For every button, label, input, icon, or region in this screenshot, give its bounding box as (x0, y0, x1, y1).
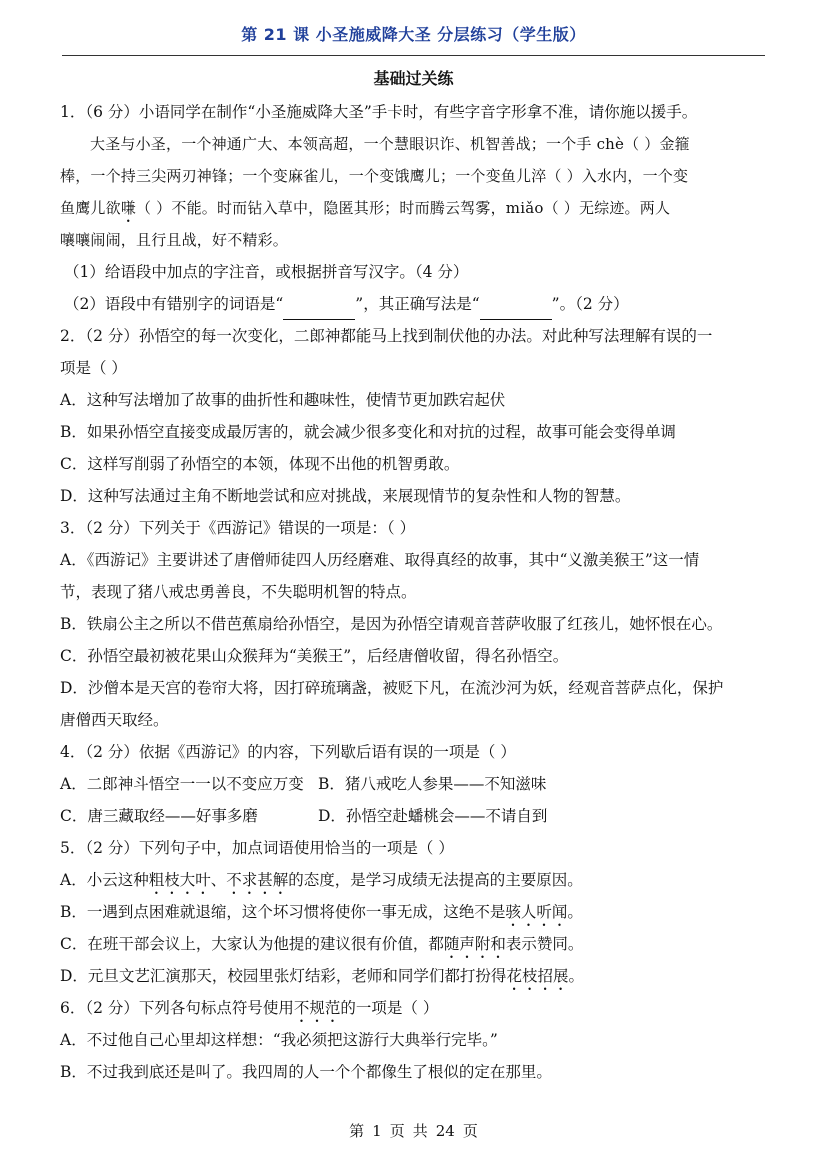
q6-stem-text: 的一项是（ ） (340, 999, 439, 1017)
q5-b-dotted: 骇人听闻 (505, 903, 568, 921)
q6-option-a[interactable]: A．不过他自己心里却这样想：“我必须把这游行大典举行完毕。” (60, 1031, 498, 1049)
q5-d-text: 。 (568, 967, 584, 985)
q3-option-d[interactable]: D．沙僧本是天宫的卷帘大将，因打碎琉璃盏，被贬下凡，在流沙河为妖，经观音菩萨点化，保护 (60, 679, 724, 697)
q5-d-dotted: 花枝招展 (506, 967, 569, 985)
q5-option-b[interactable] (60, 896, 767, 928)
q1-passage-text: 鱼鹰儿欲 (60, 199, 121, 217)
question-5-stem: 5．（2 分）下列句子中，加点词语使用恰当的一项是（ ） (60, 839, 454, 857)
q3-option-b[interactable]: B．铁扇公主之所以不借芭蕉扇给孙悟空，是因为孙悟空请观音菩萨收服了红孩儿，她怀恨在心。 (60, 615, 723, 633)
footer-page-unit: 页 (389, 1122, 405, 1140)
q4-options-row (60, 800, 767, 832)
q4-option-a[interactable]: A．二郎神斗悟空一一以不变应万变 (60, 775, 304, 793)
q1-sub2-text: ”，其正确写法是“ (355, 295, 480, 313)
q4-option-d[interactable]: D．孙悟空赴蟠桃会——不请自到 (318, 807, 548, 825)
page-footer (0, 1120, 827, 1141)
q1-subquestion-1: （1）给语段中加点的字注音，或根据拼音写汉字。（4 分） (64, 263, 469, 281)
q1-dotted-char: 嗛 (120, 199, 137, 217)
question-2-stem: 项是（ ） (60, 359, 127, 377)
q1-passage-line (60, 192, 767, 224)
page-title: 第 21 课 小圣施威降大圣 分层练习（学生版） (241, 25, 586, 44)
q1-subquestion-2 (60, 288, 767, 320)
q5-a-text: 的态度，是学习成绩无法提高的主要原因。 (288, 871, 583, 889)
question-6-stem (60, 992, 767, 1024)
footer-page-number: 1 (372, 1122, 382, 1140)
q5-c-text: C．在班干部会议上，大家认为他提的建议很有价值，都 (60, 935, 444, 953)
footer-total-unit: 页 (462, 1122, 478, 1140)
title-divider (62, 55, 765, 56)
question-2-stem: 2．（2 分）孙悟空的每一次变化，二郎神都能马上找到制伏他的办法。对此种写法理解有误的一 (60, 327, 713, 345)
q5-b-text: 。 (567, 903, 583, 921)
q2-option-b[interactable]: B．如果孙悟空直接变成最厉害的，就会减少很多变化和对抗的过程，故事可能会变得单调 (60, 423, 676, 441)
document-body (60, 96, 767, 1088)
q2-option-d[interactable]: D．这种写法通过主角不断地尝试和应对挑战，来展现情节的复杂性和人物的智慧。 (60, 487, 631, 505)
q6-stem-text: 6．（2 分）下列各句标点符号使用 (60, 999, 294, 1017)
q5-option-d[interactable] (60, 960, 767, 992)
footer-total-number: 24 (435, 1122, 455, 1140)
answer-blank[interactable] (480, 299, 552, 320)
q3-option-a[interactable]: A．《西游记》主要讲述了唐僧师徒四人历经磨难、取得真经的故事，其中“义激美猴王”这一情 (60, 551, 700, 569)
q6-option-b[interactable]: B．不过我到底还是叫了。我四周的人一个个都像生了根似的定在那里。 (60, 1063, 552, 1081)
q5-b-text: B．一遇到点困难就退缩，这个坏习惯将使你一事无成，这绝不是 (60, 903, 506, 921)
q4-option-b[interactable]: B．猪八戒吃人参果——不知滋味 (318, 775, 547, 793)
q4-options-row (60, 768, 767, 800)
q3-option-d-cont: 唐僧西天取经。 (60, 711, 169, 729)
q5-d-text: D．元旦文艺汇演那天，校园里张灯结彩，老师和同学们都打扮得 (60, 967, 507, 985)
q4-option-c[interactable]: C．唐三藏取经——好事多磨 (60, 807, 258, 825)
q5-a-text: A．小云这种 (60, 871, 149, 889)
question-3-stem: 3．（2 分）下列关于《西游记》错误的一项是：（ ） (60, 519, 416, 537)
q1-sub2-text: ”。（2 分） (551, 295, 629, 313)
q5-option-a[interactable] (60, 864, 767, 896)
q1-passage-line: 嚷嚷闹闹，且行且战，好不精彩。 (60, 231, 289, 249)
q1-passage-text: （ ）不能。时而钻入草中，隐匿其形；时而腾云驾雾，miǎo（ ）无综迹。两人 (136, 199, 671, 217)
q3-option-a-cont: 节，表现了猪八戒忠勇善良，不失聪明机智的特点。 (60, 583, 417, 601)
q3-option-c[interactable]: C．孙悟空最初被花果山众猴拜为“美猴王”，后经唐僧收留，得名孙悟空。 (60, 647, 569, 665)
question-1-stem: 1．（6 分）小语同学在制作“小圣施威降大圣”手卡时，有些字音字形拿不准，请你施以援手。 (60, 103, 698, 121)
q5-a-dotted: 粗枝大叶、不求甚解 (148, 871, 289, 889)
q5-option-c[interactable] (60, 928, 767, 960)
answer-blank[interactable] (283, 299, 355, 320)
q1-sub2-text: （2）语段中有错别字的词语是“ (64, 295, 284, 313)
footer-page-label: 第 (349, 1122, 365, 1140)
section-heading: 基础过关练 (373, 69, 454, 88)
q2-option-c[interactable]: C．这样写削弱了孙悟空的本领，体现不出他的机智勇敢。 (60, 455, 460, 473)
q2-option-a[interactable]: A．这种写法增加了故事的曲折性和趣味性，使情节更加跌宕起伏 (60, 391, 506, 409)
q1-passage-line: 大圣与小圣，一个神通广大、本领高超，一个慧眼识诈、机智善战；一个手 chè（ ）金箍 (90, 135, 690, 153)
question-4-stem: 4．（2 分）依据《西游记》的内容，下列歇后语有误的一项是（ ） (60, 743, 516, 761)
q5-c-text: 表示赞同。 (505, 935, 584, 953)
footer-total-label: 共 (412, 1122, 428, 1140)
q6-stem-dotted: 不规范 (293, 999, 341, 1017)
q1-passage-line: 棒，一个持三尖两刃神锋；一个变麻雀儿，一个变饿鹰儿；一个变鱼儿淬（ ）入水内，一个变 (60, 167, 689, 185)
q5-c-dotted: 随声附和 (443, 935, 506, 953)
